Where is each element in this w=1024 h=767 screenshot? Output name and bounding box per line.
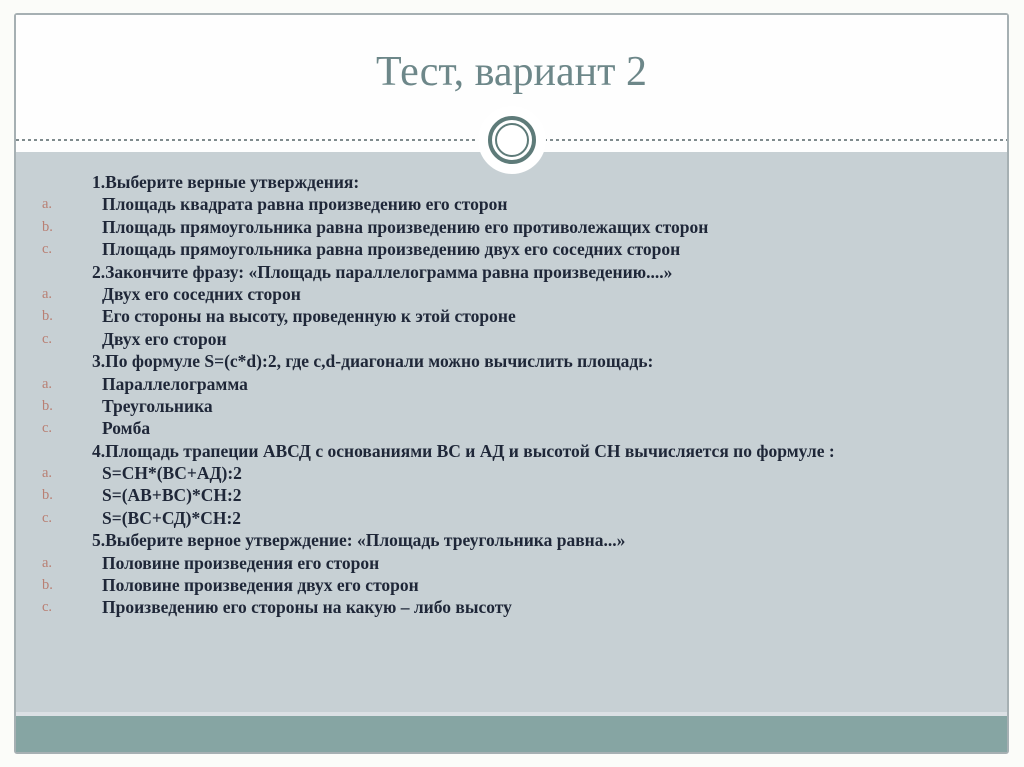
option-letter: a. xyxy=(42,465,53,482)
option-row xyxy=(16,552,1007,574)
option-row xyxy=(16,305,1007,327)
circle-ornament-inner-ring xyxy=(495,123,529,157)
option-letter: c. xyxy=(42,420,53,437)
question-prompt: 5.Выберите верное утверждение: «Площадь треугольника равна...» xyxy=(92,530,626,551)
option-letter: a. xyxy=(42,554,53,571)
content-area xyxy=(16,152,1007,712)
option-text: Двух его соседних сторон xyxy=(102,283,301,304)
option-text: S=(ВС+СД)*СН:2 xyxy=(102,507,242,528)
option-letter: c. xyxy=(42,330,53,347)
question-prompt: 4.Площадь трапеции АВСД с основаниями ВС и АД и высотой СН вычисляется по формуле : xyxy=(92,440,835,461)
option-text: S=(АВ+ВС)*СН:2 xyxy=(102,485,242,506)
option-row xyxy=(16,328,1007,350)
footer-bar xyxy=(16,716,1007,752)
option-letter: b. xyxy=(42,577,53,594)
option-letter: b. xyxy=(42,308,53,325)
option-text: Его стороны на высоту, проведенную к этой стороне xyxy=(102,306,516,327)
option-row xyxy=(16,238,1007,260)
option-letter: a. xyxy=(42,375,53,392)
option-row xyxy=(16,574,1007,596)
option-letter: c. xyxy=(42,509,53,526)
question-prompt: 3.По формуле S=(c*d):2, где c,d-диагонали можно вычислить площадь: xyxy=(92,351,654,372)
option-row xyxy=(16,395,1007,417)
option-text: Треугольника xyxy=(102,395,213,416)
option-text: Площадь прямоугольника равна произведению двух его соседних сторон xyxy=(102,239,681,260)
option-letter: b. xyxy=(42,397,53,414)
option-row xyxy=(16,484,1007,506)
slide-header xyxy=(16,15,1007,152)
questions-list xyxy=(16,152,1007,619)
option-letter: a. xyxy=(42,285,53,302)
option-letter: a. xyxy=(42,196,53,213)
slide-title: Тест, вариант 2 xyxy=(376,49,647,95)
option-row xyxy=(16,193,1007,215)
option-text: Произведению его стороны на какую – либо высоту xyxy=(102,597,512,618)
option-row xyxy=(16,216,1007,238)
option-row xyxy=(16,417,1007,439)
option-text: Двух его сторон xyxy=(102,328,227,349)
option-text: Половине произведения двух его сторон xyxy=(102,575,419,596)
option-text: Параллелограмма xyxy=(102,373,248,394)
circle-ornament-icon xyxy=(478,106,546,174)
option-letter: b. xyxy=(42,487,53,504)
option-letter: c. xyxy=(42,241,53,258)
option-text: S=СН*(ВС+АД):2 xyxy=(102,463,242,484)
option-row xyxy=(16,373,1007,395)
option-text: Половине произведения его сторон xyxy=(102,552,380,573)
option-letter: b. xyxy=(42,218,53,235)
option-letter: c. xyxy=(42,599,53,616)
slide xyxy=(14,13,1009,754)
option-text: Площадь квадрата равна произведению его сторон xyxy=(102,194,508,215)
option-row xyxy=(16,283,1007,305)
question-prompt: 1.Выберите верные утверждения: xyxy=(92,172,360,192)
option-row xyxy=(16,596,1007,618)
question-prompt: 2.Закончите фразу: «Площадь параллелограмма равна произведению....» xyxy=(92,261,673,282)
option-row xyxy=(16,507,1007,529)
option-row xyxy=(16,462,1007,484)
option-text: Площадь прямоугольника равна произведению его противолежащих сторон xyxy=(102,216,709,237)
circle-ornament-outer-ring xyxy=(488,116,536,164)
option-text: Ромба xyxy=(102,418,151,439)
